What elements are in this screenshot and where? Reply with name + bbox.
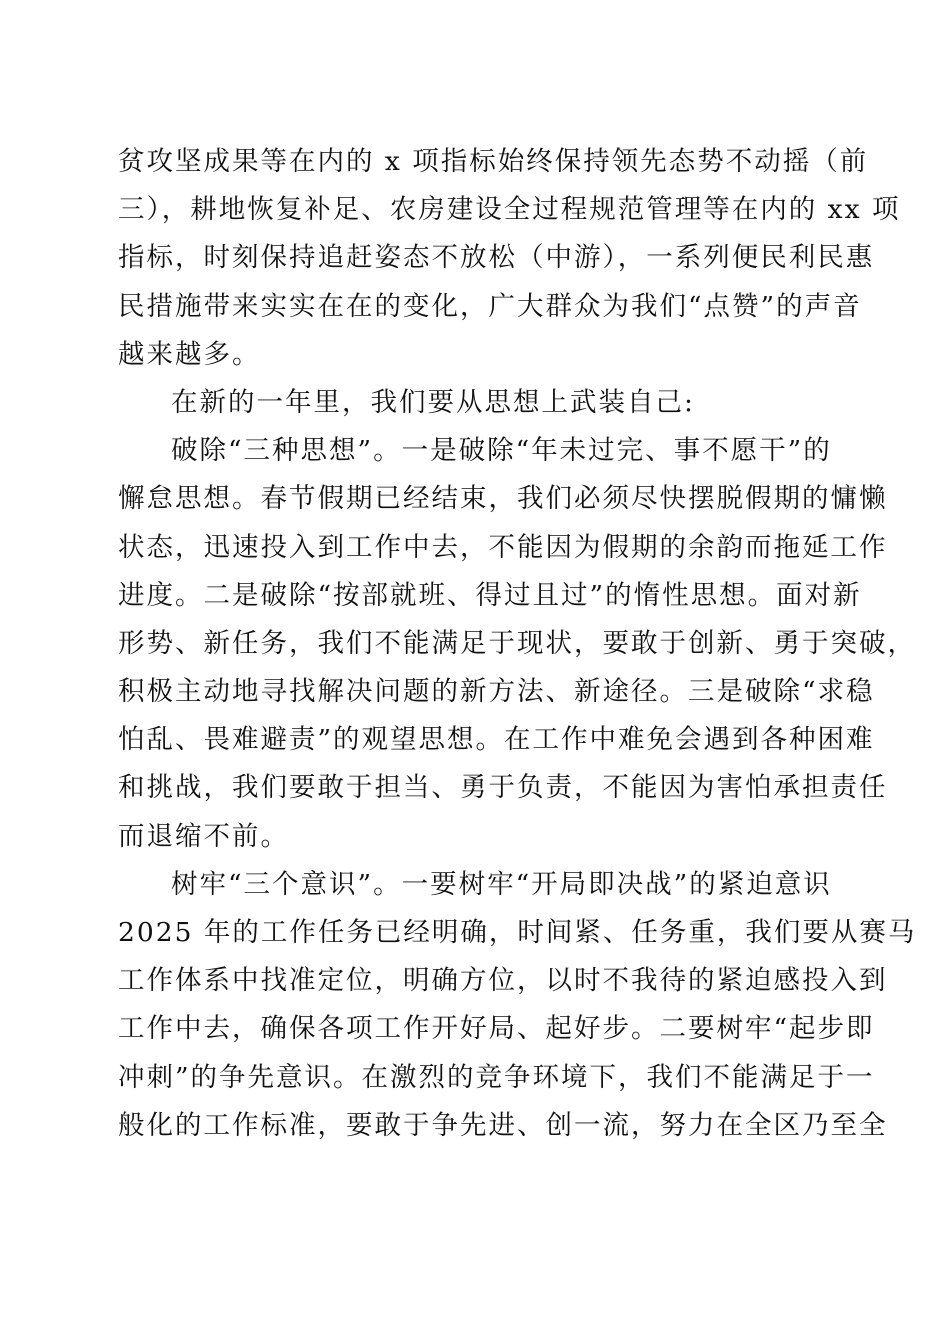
- text-line: 积极主动地寻找解决问题的新方法、新途径。三是破除“求稳: [118, 676, 875, 708]
- text-line: 指标，时刻保持追赶姿态不放松（中游），一系列便民利民惠: [118, 242, 875, 274]
- paragraph-start-line: 在新的一年里，我们要从思想上武装自己:: [171, 386, 695, 418]
- text-line: 工作中去，确保各项工作开好局、起好步。二要树牢“起步即: [118, 1013, 875, 1045]
- text-line: 贫攻坚成果等在内的 x 项指标始终保持领先态势不动摇（前: [118, 146, 869, 177]
- text-line: 懈怠思想。春节假期已经结束，我们必须尽快摆脱假期的慵懒: [118, 483, 888, 515]
- text-line: 而退缩不前。: [118, 820, 289, 852]
- paragraph-start-line: 树牢“三个意识”。一要树牢“开局即决战”的紧迫意识: [171, 868, 832, 900]
- paragraph-start-line: 破除“三种思想”。一是破除“年未过完、事不愿干”的: [171, 435, 832, 467]
- text-line: 越来越多。: [118, 338, 261, 370]
- text-line: 状态，迅速投入到工作中去，不能因为假期的余韵而拖延工作: [118, 531, 888, 563]
- text-line: 和挑战，我们要敢于担当、勇于负责，不能因为害怕承担责任: [118, 772, 888, 804]
- text-line: 怕乱、畏难避责”的观望思想。在工作中难免会遇到各种困难: [118, 724, 875, 756]
- text-line: 进度。二是破除“按部就班、得过且过”的惰性思想。面对新: [118, 579, 862, 611]
- text-line: 民措施带来实实在在的变化，广大群众为我们“点赞”的声音: [118, 290, 862, 322]
- document-body: [118, 138, 917, 1150]
- text-line: 形势、新任务，我们不能满足于现状，要敢于创新、勇于突破，: [118, 627, 916, 659]
- text-line: 三），耕地恢复补足、农房建设全过程规范管理等在内的 xx 项: [118, 194, 901, 226]
- text-line: 工作体系中找准定位，明确方位，以时不我待的紧迫感投入到: [118, 965, 888, 997]
- text-line: 般化的工作标准，要敢于争先进、创一流，努力在全区乃至全: [118, 1109, 888, 1141]
- text-line: 冲刺”的争先意识。在激烈的竞争环境下，我们不能满足于一: [118, 1061, 875, 1093]
- text-line: 2025 年的工作任务已经明确，时间紧、任务重，我们要从赛马: [118, 917, 917, 948]
